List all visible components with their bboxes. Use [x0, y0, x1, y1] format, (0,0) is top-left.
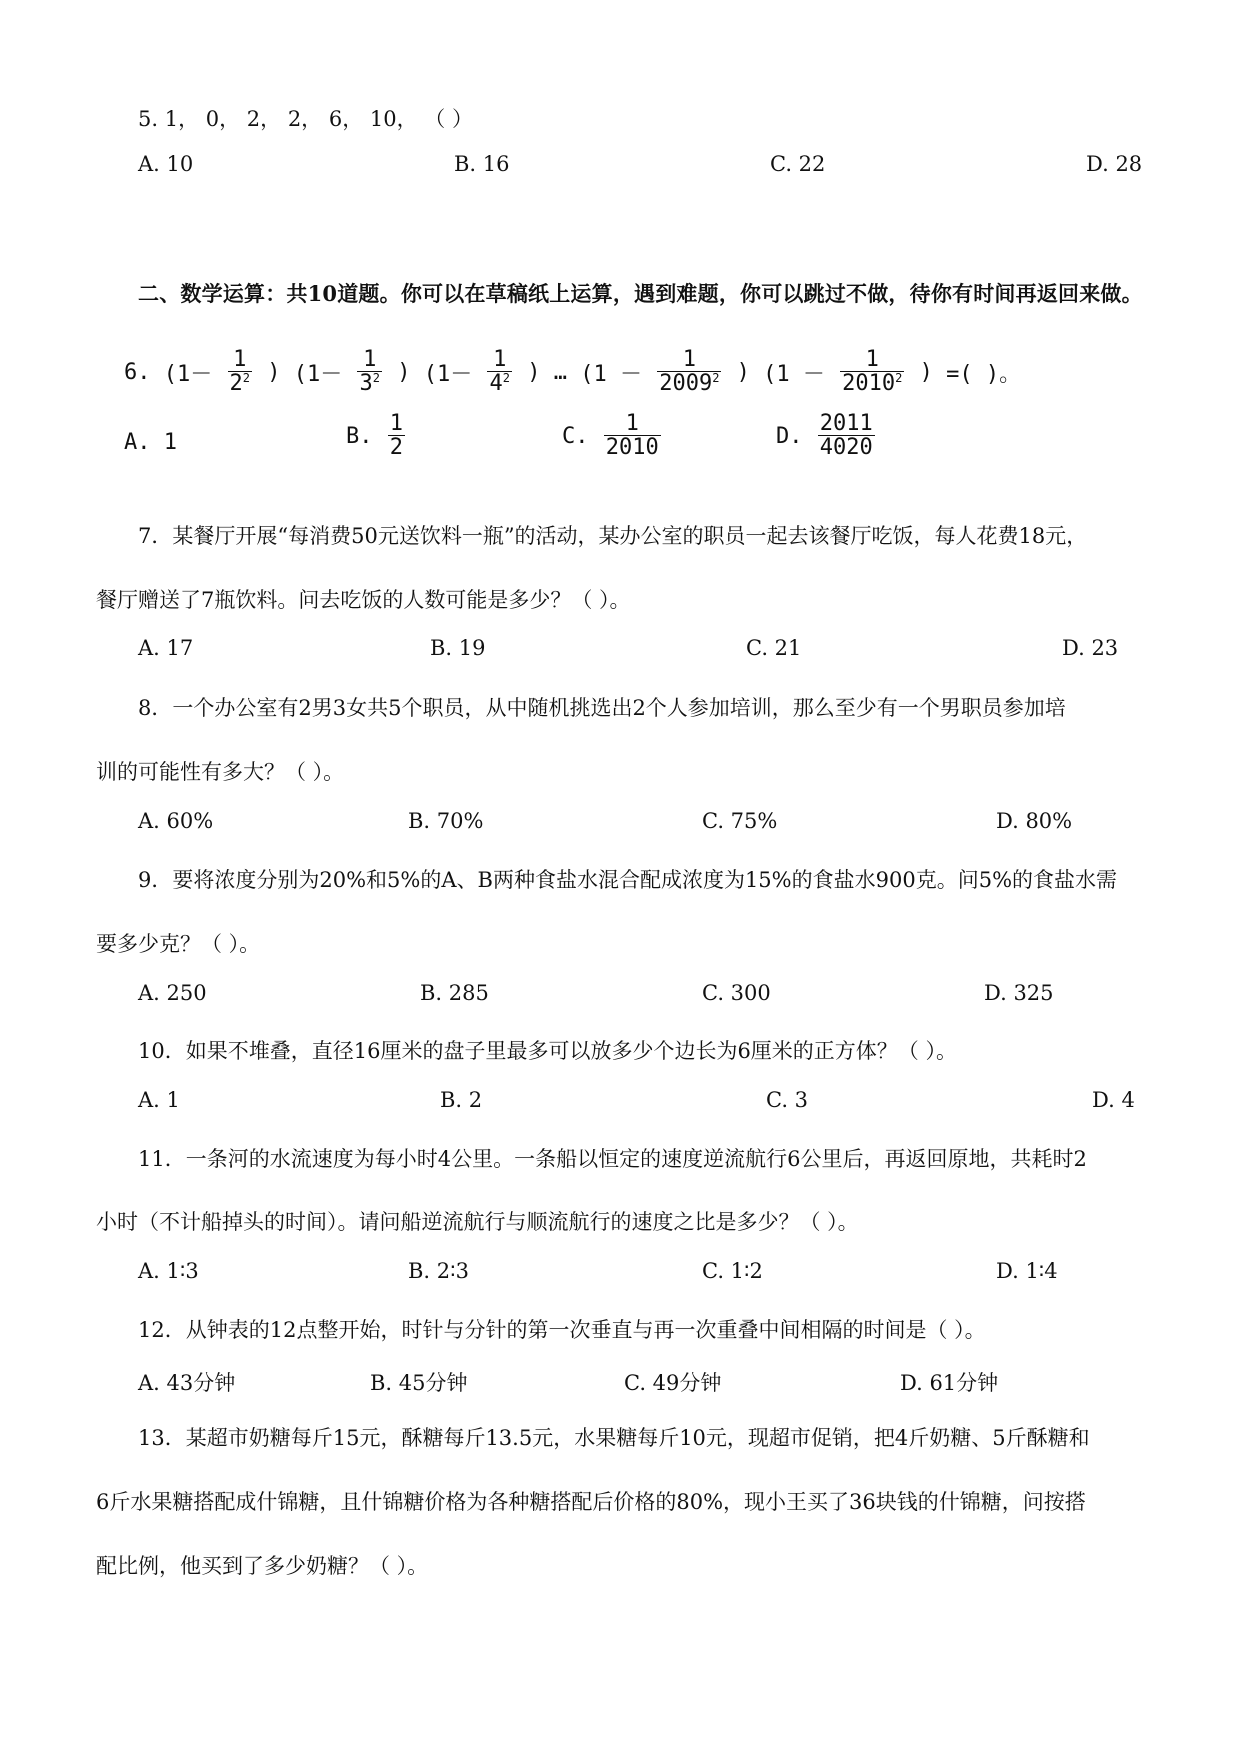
q11-option-a: A. 1∶3: [138, 1259, 199, 1283]
q13-line-2: 6斤水果糖搭配成什锦糖，且什锦糖价格为各种糖搭配后价格的80%，现小王买了36块钱的什锦糖，问按搭: [96, 1490, 1086, 1514]
q6-equation: 6. (1－ $\frac{1}{2^2}$ ) (1－ $\frac{1}{3^2}$ ) (1－ $\frac{1}{4^2}$ ) … (1 － $\frac{1}{2009^2}$ ) (1 － $\frac{1}{2010^2}$ ) =( )。: [124, 347, 1022, 397]
q10-option-a: A. 1: [138, 1088, 180, 1112]
q9-option-b: B. 285: [420, 981, 489, 1005]
q6-open-1: (1－: [163, 361, 213, 387]
q11-line-1: 11．一条河的水流速度为每小时4公里。一条船以恒定的速度逆流航行6公里后，再返回原地，共耗时2: [138, 1147, 1087, 1171]
q8-line-2: 训的可能性有多大？（ ）。: [96, 760, 345, 784]
q12-option-d: D. 61分钟: [900, 1371, 999, 1395]
q12-option-a: A. 43分钟: [138, 1371, 236, 1395]
q6-open-4: (1 －: [580, 361, 642, 387]
q12-line-1: 12．从钟表的12点整开始，时针与分针的第一次垂直与再一次重叠中间相隔的时间是（ ）。: [138, 1318, 986, 1342]
q6-fraction-3: $\frac{1}{4^2}$: [489, 347, 510, 397]
q6-prefix: 6.: [124, 359, 151, 385]
q11-line-2: 小时（不计船掉头的时间）。请问船逆流航行与顺流航行的速度之比是多少？（ ）。: [96, 1210, 859, 1234]
q13-line-3: 配比例，他买到了多少奶糖？（ ）。: [96, 1554, 429, 1578]
q5-option-a: A. 10: [138, 152, 194, 176]
q10-option-b: B. 2: [440, 1088, 483, 1112]
q6-open-5: (1 －: [763, 361, 825, 387]
q7-option-a: A. 17: [138, 636, 194, 660]
q7-line-2: 餐厅赠送了7瓶饮料。问去吃饭的人数可能是多少？（ ）。: [96, 588, 631, 612]
q11-option-b: B. 2∶3: [408, 1259, 469, 1283]
q6-open-3: (1－: [423, 361, 473, 387]
q10-option-c: C. 3: [766, 1088, 809, 1112]
q6-open-2: (1－: [293, 361, 343, 387]
q8-line-1: 8．一个办公室有2男3女共5个职员，从中随机挑选出2个人参加培训，那么至少有一个男职员参加培: [138, 696, 1066, 720]
q7-line-1: 7．某餐厅开展“每消费50元送饮料一瓶”的活动，某办公室的职员一起去该餐厅吃饭，每人花费18元，: [138, 524, 1088, 548]
q6-option-d: D. $\frac{2011}{4020}$: [776, 411, 873, 461]
q7-option-b: B. 19: [430, 636, 486, 660]
q8-option-c: C. 75%: [702, 809, 778, 833]
q11-option-d: D. 1∶4: [996, 1259, 1058, 1283]
q6-fraction-1: $\frac{1}{2^2}$: [229, 347, 250, 397]
q5-option-c: C. 22: [770, 152, 826, 176]
q8-option-d: D. 80%: [996, 809, 1073, 833]
q9-option-a: A. 250: [138, 981, 207, 1005]
q5-stem: 5. 1， 0， 2， 2， 6， 10， （ ）: [138, 107, 473, 131]
q7-option-d: D. 23: [1062, 636, 1119, 660]
q6-option-b: B. $\frac{1}{2}$: [346, 411, 403, 461]
q10-line-1: 10．如果不堆叠，直径16厘米的盘子里最多可以放多少个边长为6厘米的正方体？（ ）。: [138, 1039, 957, 1063]
q6-equals: =( )。: [946, 361, 1022, 387]
q8-option-b: B. 70%: [408, 809, 484, 833]
q6-fraction-4: $\frac{1}{2009^2}$: [659, 347, 720, 397]
q11-option-c: C. 1∶2: [702, 1259, 763, 1283]
q10-option-d: D. 4: [1092, 1088, 1135, 1112]
q6-fraction-5: $\frac{1}{2010^2}$: [842, 347, 903, 397]
q12-option-c: C. 49分钟: [624, 1371, 722, 1395]
q6-fraction-2: $\frac{1}{3^2}$: [359, 347, 380, 397]
q13-line-1: 13．某超市奶糖每斤15元，酥糖每斤13.5元，水果糖每斤10元，现超市促销，把4斤奶糖、5斤酥糖和: [138, 1426, 1090, 1450]
q12-option-b: B. 45分钟: [370, 1371, 468, 1395]
q9-line-1: 9．要将浓度分别为20%和5%的A、B两种食盐水混合配成浓度为15%的食盐水900克。问5%的食盐水需: [138, 868, 1118, 892]
q6-option-c: C. $\frac{1}{2010}$: [562, 411, 659, 461]
q8-option-a: A. 60%: [138, 809, 214, 833]
section-heading: 二、数学运算：共10道题。你可以在草稿纸上运算，遇到难题，你可以跳过不做，待你有时间再返回来做。: [138, 281, 1143, 306]
q7-option-c: C. 21: [746, 636, 802, 660]
q9-line-2: 要多少克？（ ）。: [96, 932, 261, 956]
q9-option-d: D. 325: [984, 981, 1054, 1005]
q6-option-a: A. 1: [124, 430, 177, 455]
q5-option-b: B. 16: [454, 152, 510, 176]
q9-option-c: C. 300: [702, 981, 771, 1005]
q5-option-d: D. 28: [1086, 152, 1143, 176]
q6-ellipsis: …: [553, 359, 567, 385]
